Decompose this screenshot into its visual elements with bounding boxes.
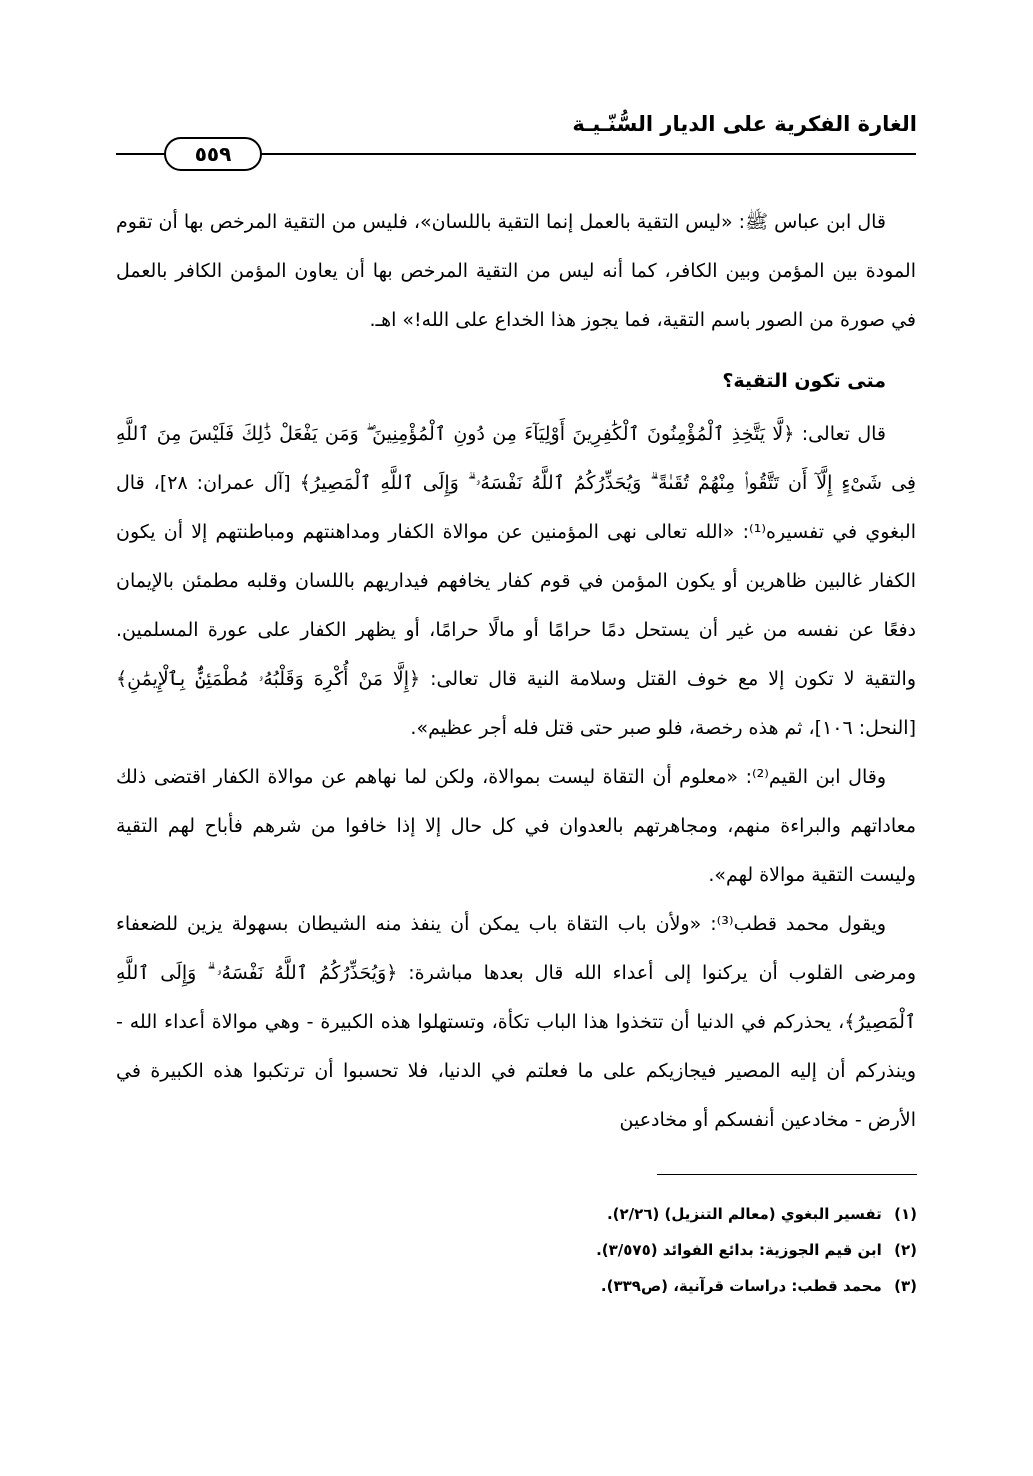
- footnote-rule: [657, 1174, 917, 1175]
- paragraph-baghawi: قال تعالى: ﴿لَّا يَتَّخِذِ ٱلْمُؤْمِنُونَ ٱلْكَٰفِرِينَ أَوْلِيَآءَ مِن دُونِ ٱلْمُؤْمِنِينَ ۖ وَمَن يَفْعَلْ ذَٰلِكَ فَلَيْسَ مِنَ ٱللَّهِ فِى شَىْءٍ إِلَّآ أَن تَتَّقُوا۟ مِنْهُمْ تُقَىٰةً ۗ وَيُحَذِّرُكُمُ ٱللَّهُ نَفْسَهُۥ ۗ وَإِلَى ٱللَّهِ ٱلْمَصِيرُ﴾ [آل عمران: ٢٨]، قال البغوي في تفسيره⁽¹⁾: «الله تعالى نهى المؤمنين عن موالاة الكفار ومداهنتهم ومباطنتهم إلا أن يكون الكفار غالبين ظاهرين أو يكون المؤمن في قوم كفار يخافهم فيداريهم باللسان وقلبه مطمئن بالإيمان دفعًا عن نفسه من غير أن يستحل دمًا حرامًا أو مالًا حرامًا، أو يظهر الكفار على عورة المسلمين. والتقية لا تكون إلا مع خوف القتل وسلامة النية قال تعالى: ﴿إِلَّا مَنْ أُكْرِهَ وَقَلْبُهُۥ مُطْمَئِنٌّۢ بِٱلْإِيمَٰنِ﴾ [النحل: ١٠٦]، ثم هذه رخصة، فلو صبر حتى قتل فله أجر عظيم».: [116, 423, 917, 739]
- page-number-badge: ٥٥٩: [164, 137, 262, 171]
- footnote-item: [117, 1196, 917, 1232]
- running-header-title: الغارة الفكرية على الديار السُّنّـيـة: [572, 112, 917, 136]
- paragraph-ibn-qayyim: وقال ابن القيم⁽²⁾: «معلوم أن التقاة ليست بموالاة، ولكن لما نهاهم عن موالاة الكفار اقتضى ذلك معاداتهم والبراءة منهم، ومجاهرتهم بالعدوان في كل حال إلا إذا خافوا من شرهم فأباح لهم التقية وليست التقية موالاة لهم».: [116, 766, 916, 886]
- main-text: [116, 198, 916, 1145]
- footnote-number: (٣): [894, 1277, 917, 1295]
- section-heading: متى تكون التقية؟: [722, 370, 886, 392]
- footnote-text: محمد قطب: دراسات قرآنية، (ص٣٣٩).: [600, 1277, 882, 1295]
- paragraph-muhammad-qutb: ويقول محمد قطب⁽³⁾: «ولأن باب التقاة باب يمكن أن ينفذ منه الشيطان بسهولة يزين للضعفاء ومرضى القلوب أن يركنوا إلى أعداء الله قال بعدها مباشرة: ﴿وَيُحَذِّرُكُمُ ٱللَّهُ نَفْسَهُۥ ۗ وَإِلَى ٱللَّهِ ٱلْمَصِيرُ﴾، يحذركم في الدنيا أن تتخذوا هذا الباب تكأة، وتستهلوا هذه الكبيرة - وهي موالاة أعداء الله - وينذركم أن إليه المصير فيجازيكم على ما فعلتم في الدنيا، فلا تحسبوا أن ترتكبوا هذه الكبيرة في الأرض - مخادعين أنفسكم أو مخادعين: [116, 913, 916, 1131]
- footnote-text: ابن قيم الجوزية: بدائع الفوائد (٣/٥٧٥).: [596, 1241, 882, 1259]
- footnote-number: (١): [894, 1205, 917, 1223]
- paragraph-ibn-abbas: قال ابن عباس ﷺ: «ليس التقية بالعمل إنما التقية باللسان»، فليس من التقية المرخص بها أن تقوم المودة بين المؤمن وبين الكافر، كما أنه ليس من التقية المرخص بها أن يعاون المؤمن الكافر بالعمل في صورة من الصور باسم التقية، فما يجوز هذا الخداع على الله!» اهـ.: [116, 211, 916, 331]
- footnotes: [117, 1196, 917, 1304]
- footnote-item: [117, 1268, 917, 1304]
- footnote-text: تفسير البغوي (معالم التنزيل) (٢/٢٦).: [606, 1205, 882, 1223]
- footnote-number: (٢): [894, 1241, 917, 1259]
- footnote-item: [117, 1232, 917, 1268]
